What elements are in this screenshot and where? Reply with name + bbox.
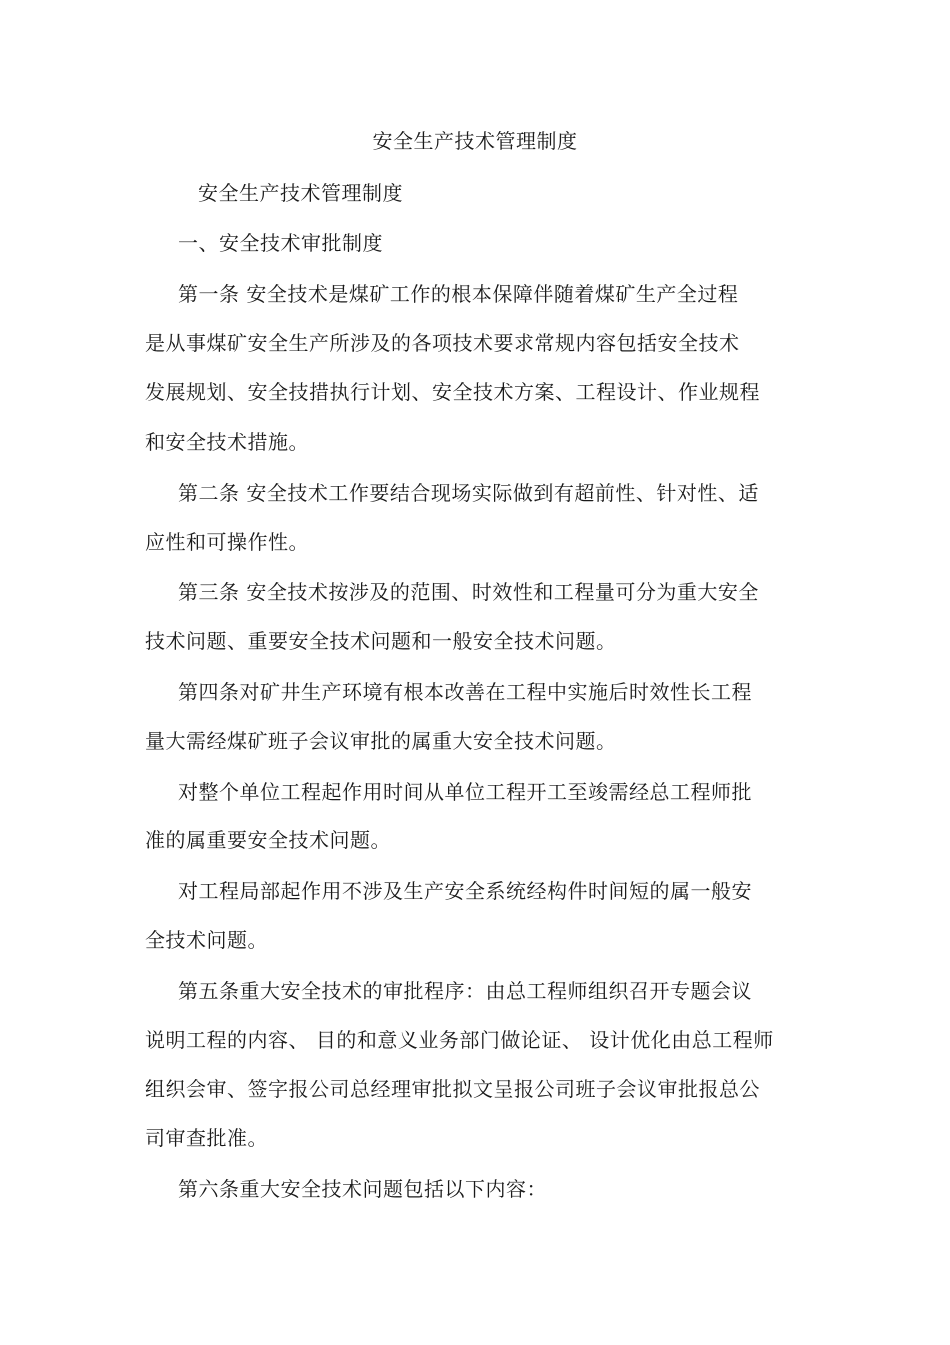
paragraph-line: 第三条 安全技术按涉及的范围、时效性和工程量可分为重大安全 <box>178 580 759 604</box>
paragraph-line: 对工程局部起作用不涉及生产安全系统经构件时间短的属一般安 <box>178 879 752 903</box>
paragraph-line: 和安全技术措施。 <box>145 430 309 454</box>
paragraph-line: 发展规划、安全技措执行计划、安全技术方案、工程设计、作业规程 <box>145 380 760 404</box>
paragraph-line: 全技术问题。 <box>145 928 268 952</box>
document-subtitle: 安全生产技术管理制度 <box>198 181 403 205</box>
paragraph-line: 第六条重大安全技术问题包括以下内容： <box>178 1177 547 1201</box>
paragraph-line: 技术问题、重要安全技术问题和一般安全技术问题。 <box>145 629 617 653</box>
paragraph-line: 司审查批准。 <box>145 1126 268 1150</box>
paragraph-line: 是从事煤矿安全生产所涉及的各项技术要求常规内容包括安全技术 <box>145 331 740 355</box>
document-title: 安全生产技术管理制度 <box>372 129 578 153</box>
paragraph-line: 第二条 安全技术工作要结合现场实际做到有超前性、针对性、适 <box>178 481 759 505</box>
paragraph-line: 第一条 安全技术是煤矿工作的根本保障伴随着煤矿生产全过程 <box>178 282 739 306</box>
paragraph-line: 准的属重要安全技术问题。 <box>145 828 391 852</box>
section-heading: 一、安全技术审批制度 <box>178 231 383 255</box>
paragraph-line: 量大需经煤矿班子会议审批的属重大安全技术问题。 <box>145 729 617 753</box>
paragraph-line: 说明工程的内容、 目的和意义业务部门做论证、 设计优化由总工程师 <box>145 1028 774 1052</box>
paragraph-line: 组织会审、签字报公司总经理审批拟文呈报公司班子会议审批报总公 <box>145 1077 760 1101</box>
paragraph-line: 第四条对矿井生产环境有根本改善在工程中实施后时效性长工程 <box>178 680 752 704</box>
paragraph-line: 第五条重大安全技术的审批程序：由总工程师组织召开专题会议 <box>178 979 752 1003</box>
paragraph-line: 应性和可操作性。 <box>145 530 309 554</box>
paragraph-line: 对整个单位工程起作用时间从单位工程开工至竣需经总工程师批 <box>178 780 752 804</box>
